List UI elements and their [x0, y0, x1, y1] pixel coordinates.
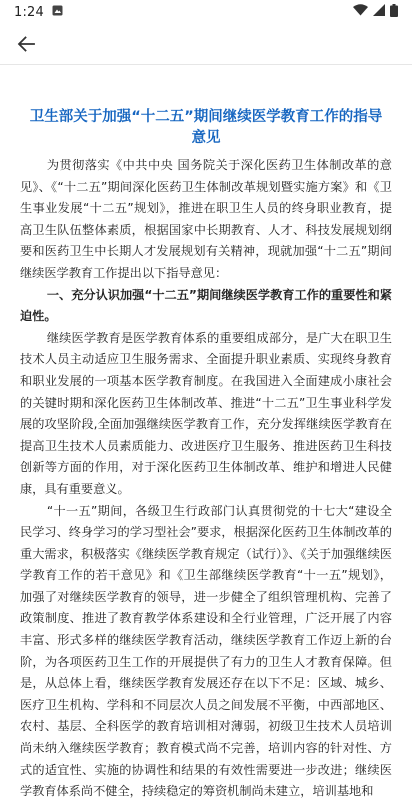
article-paragraph-intro: 为贯彻落实《中共中央 国务院关于深化医药卫生体制改革的意见》、《“十二五”期间深化医药卫生体制改革规划暨实施方案》和《卫生事业发展“十二五”规划》，推进在职卫生人员的终身职业教育，提高卫生队伍整体素质，根据国家中长期教育、人才、科技发展规划纲要和医药卫生中长期人才发展规划有关精神，现就加强“十二五”期间继续医学教育工作提出以下指导意见： — [20, 158, 392, 280]
notification-icon — [52, 5, 63, 20]
arrow-back-icon — [17, 35, 35, 53]
app-bar — [0, 24, 412, 65]
wifi-icon — [353, 4, 368, 20]
status-left — [14, 5, 63, 20]
article-paragraph: “十一五”期间，各级卫生行政部门认真贯彻党的十七大“建设全民学习、终身学习的学习型社会”要求，根据深化医药卫生体制改革的重大需求，积极落实《继续医学教育规定（试行）》、《关于加强继续医学教育工作的若干意见》和《卫生部继续医学教育“十一五”规划》，加强了对继续医学教育的领导，进一步健全了组织管理机构、完善了政策制度、推进了教育教学体系建设和全行业管理，广泛开展了内容丰富、形式多样的继续医学教育活动，继续医学教育工作迈上新的台阶，为各项医药卫生工作的开展提供了有力的卫生人才教育保障。但是，从总体上看，继续医学教育发展还存在以下不足：区域、城乡、医疗卫生机构、学科和不同层次人员之间发展不平衡，中西部地区、农村、基层、全科医学的教育培训相对薄弱，初级卫生技术人员培训尚未纳入继续医学教育；教育模式尚不完善，培训内容的针对性、方式的适宜性、实施的协调性和结果的有效性需要进一步改进；继续医学教育体系尚不健全，持续稳定的筹资机制尚未建立，培训基地和 — [20, 503, 392, 799]
article-content — [0, 65, 412, 799]
article-section-heading: 一、充分认识加强“十二五”期间继续医学教育工作的重要性和紧迫性。 — [20, 287, 392, 324]
status-right — [353, 4, 398, 21]
status-time: 1:24 — [14, 4, 44, 20]
signal-icon — [373, 4, 385, 20]
article-title: 卫生部关于加强“十二五”期间继续医学教育工作的指导意见 — [29, 109, 383, 146]
battery-icon — [390, 4, 398, 21]
status-bar — [0, 0, 412, 24]
article-paragraph: 继续医学教育是医学教育体系的重要组成部分，是广大在职卫生技术人员主动适应卫生服务需求、全面提升职业素质、实现终身教育和职业发展的一项基本医学教育制度。在我国进入全面建成小康社会的关键时期和深化医药卫生体制改革、推进“十二五”卫生事业科学发展的攻坚阶段,全面加强继续医学教育工作，充分发挥继续医学教育在提高卫生技术人员素质能力、改进医疗卫生服务、推进医药卫生科技创新等方面的作用，对于深化医药卫生体制改革、维护和增进人民健康，具有重要意义。 — [20, 330, 392, 496]
back-button[interactable] — [2, 24, 50, 64]
